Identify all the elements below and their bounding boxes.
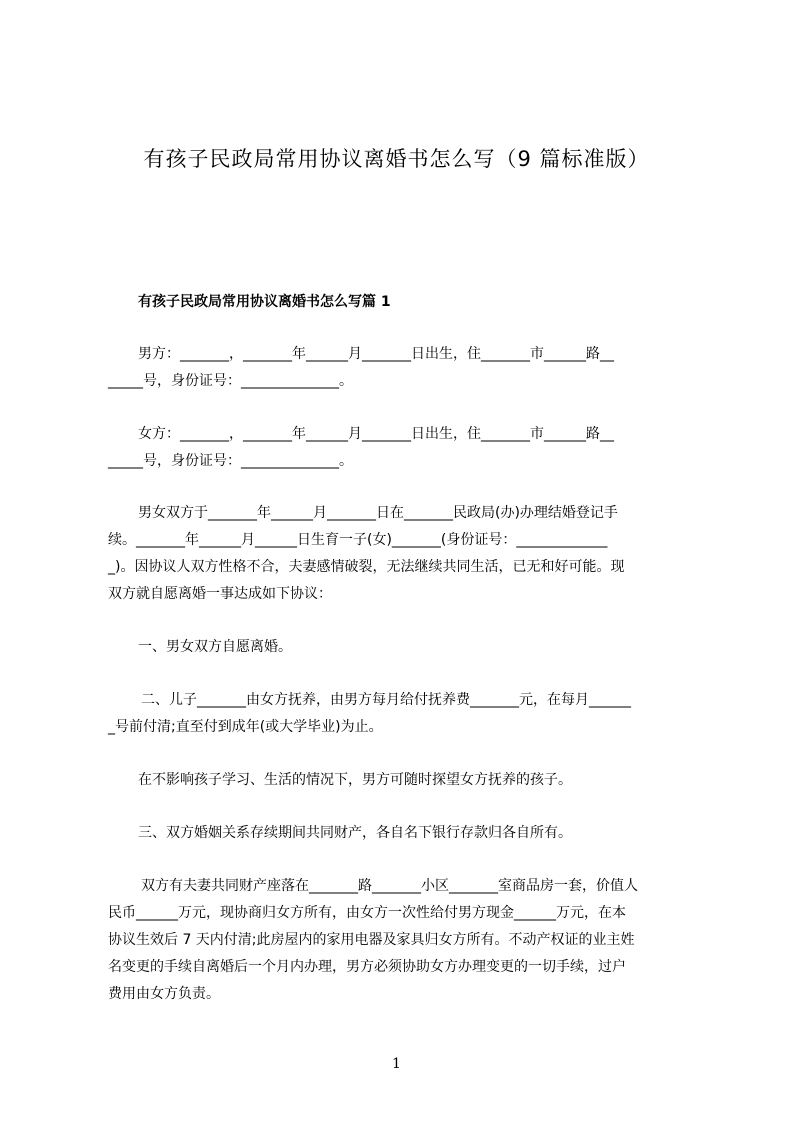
male-info-line-2: _____号，身份证号：______________。 xyxy=(108,373,353,389)
marriage-paragraph-line-4: 双方就自愿离婚一事达成如下协议： xyxy=(108,586,332,602)
marriage-paragraph-line-2: 续。_______年______月______日生育一子(女)_______(身份证号：_____________ xyxy=(108,532,608,548)
section-heading: 有孩子民政局常用协议离婚书怎么写篇 1 xyxy=(138,294,391,310)
male-info-line-1: 男方：_______，_______年______月_______日出生，住_______市______路__ xyxy=(138,346,614,362)
marriage-paragraph-line-1: 男女双方于_______年______月_______日在_______民政局(办)办理结婚登记手 xyxy=(138,505,618,521)
page-number: 1 xyxy=(392,1056,401,1072)
marriage-paragraph-line-3: _)。因协议人双方性格不合，夫妻感情破裂，无法继续共同生活，已无和好可能。现 xyxy=(108,559,625,575)
clause-3: 三、双方婚姻关系存续期间共同财产，各自名下银行存款归各自所有。 xyxy=(138,825,572,841)
property-paragraph-line-1: 双方有夫妻共同财产座落在_______路_______小区_______室商品房一套，价值人 xyxy=(141,878,638,894)
property-paragraph-line-2: 民币______万元，现协商归女方所有，由女方一次性给付男方现金______万元，在本 xyxy=(108,905,626,921)
female-info-line-1: 女方：_______，_______年______月_______日出生，住_______市______路__ xyxy=(138,426,614,442)
clause-2-line-2: _号前付清;直至付到成年(或大学毕业)为止。 xyxy=(108,719,383,735)
document-title: 有孩子民政局常用协议离婚书怎么写（9 篇标准版） xyxy=(143,147,650,171)
property-paragraph-line-3: 协议生效后 7 天内付清;此房屋内的家用电器及家具归女方所有。不动产权证的业主姓 xyxy=(108,932,635,948)
clause-1: 一、男女双方自愿离婚。 xyxy=(138,639,292,655)
clause-2-line-1: 二、儿子_______由女方抚养，由男方每月给付抚养费_______元，在每月______ xyxy=(141,692,631,708)
property-paragraph-line-4: 名变更的手续自离婚后一个月内办理，男方必须协助女方办理变更的一切手续，过户 xyxy=(108,959,626,975)
property-paragraph-line-5: 费用由女方负责。 xyxy=(108,986,220,1002)
female-info-line-2: _____号，身份证号：______________。 xyxy=(108,453,353,469)
visitation-paragraph: 在不影响孩子学习、生活的情况下，男方可随时探望女方抚养的孩子。 xyxy=(138,772,572,788)
